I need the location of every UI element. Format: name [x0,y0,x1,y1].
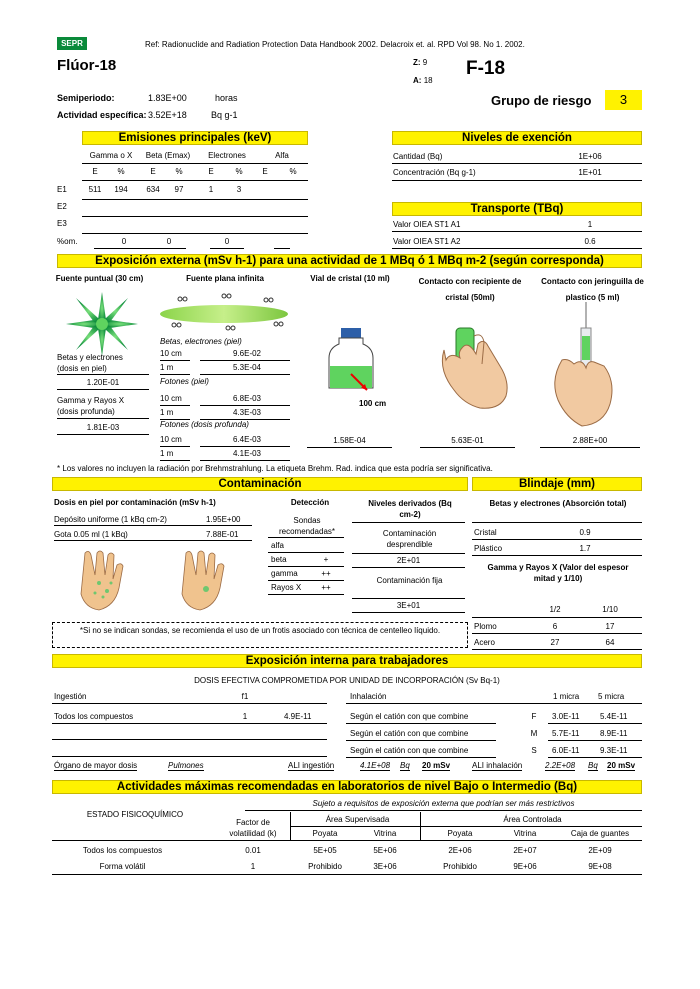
shield-gamma-label: Acero [474,638,495,647]
reference-text: Ref: Radionuclide and Radiation Protection Data Handbook 2002. Delacroix et. al. RPD Vol 98. No 1. 2002. [145,40,525,49]
labs-title: Actividades máximas recomendadas en laboratorios de nivel Bajo o Intermedio (Bq) [52,780,642,794]
beta-point-value: 1.20E-01 [86,378,120,387]
labs-row-value: Prohibido [308,862,342,871]
vial-icon [327,326,375,392]
transport-row-value: 1 [587,220,593,229]
half-life-label: Semiperiodo: [57,93,115,103]
exemption-row-label: Cantidad (Bq) [393,152,443,161]
emissions-subheader: E [208,167,214,176]
internal-title: Exposición interna para trabajadores [52,654,642,668]
probe-note: *Si no se indican sondas, se recomienda el uso de un frotis asociado con técnica de centelleo líquido. [79,626,441,635]
inhalation-1-micron: 3.0E-11 [552,712,580,721]
skin-row-value: 1.95E+00 [206,515,241,524]
external-col-syringe: Contacto con jeringuilla de plastico (5 ml) [541,277,644,302]
external-col-container: Contacto con recipiente de cristal (50ml) [418,277,522,302]
labs-state-label: ESTADO FISICOQUÍMICO [86,810,184,819]
emissions-row-label: E3 [57,219,67,228]
labs-row-value: 5E+05 [313,846,337,855]
labs-subject-note: Sujeto a requisitos de exposición externa que podrían ser más restrictivos [312,799,575,808]
emissions-total: 0 [224,237,230,246]
nuclide-name: Flúor-18 [57,57,117,74]
removable-label: Contaminación desprendible [382,529,437,549]
probe-rating: ++ [321,583,331,592]
emissions-subheader: E [92,167,98,176]
gamma-point-value: 1.81E-03 [86,423,120,432]
activity-unit: Bq g-1 [211,110,238,120]
emissions-title: Emisiones principales (keV) [82,131,308,145]
emissions-cell: 3 [236,185,242,194]
labs-row-value: 9E+08 [588,862,612,871]
ali-ingestion-value: 4.1E+08 [360,761,391,770]
emissions-cell: 1 [208,185,214,194]
plane-value: 6.8E-03 [232,394,262,403]
inhalation-type: M [530,729,538,738]
emissions-col-beta: Beta (Emax) [145,151,191,160]
external-footnote: * Los valores no incluyen la radiación por Brehmstrahlung. La etiqueta Brehm. Rad. indica que esta podría ser significativa. [57,464,493,473]
container-value: 5.63E-01 [451,436,484,445]
fixed-label: Contaminación fija [376,576,443,585]
point-source-icon [62,290,142,358]
emissions-cell: 97 [174,185,184,194]
emissions-subheader: % [235,167,243,176]
inhalation-row-label: Según el catión con que combine [350,746,469,755]
labs-column-header: Poyata [312,829,338,838]
organ-label: Órgano de mayor dosis [54,761,138,770]
probe-name: Rayos X [271,583,302,592]
risk-group-value: 3 [605,90,642,110]
inhalation-1-micron: 5.7E-11 [552,729,580,738]
transport-title: Transporte (TBq) [392,202,642,216]
sepr-logo: SEPR [57,37,87,50]
shield-beta-label: Plástico [474,544,503,553]
labs-row-label: Forma volátil [99,862,146,871]
syringe-hand-icon [548,300,618,428]
plane-value: 9.6E-02 [232,349,262,358]
emissions-row-label: E1 [57,185,67,194]
activity-value: 3.52E+18 [148,110,187,120]
ali-ingestion-dose: 20 mSv [422,761,451,770]
shield-beta-label: Cristal [474,528,497,537]
emissions-subheader: % [289,167,297,176]
probe-rating: + [323,555,329,564]
shielding-beta-title: Betas y electrones (Absorción total) [489,499,627,508]
half-life-value: 1.83E+00 [148,93,187,103]
exemption-row-value: 1E+06 [578,152,602,161]
labs-row-label: Todos los compuestos [82,846,163,855]
plane-distance: 1 m [160,408,174,417]
emissions-col-gamma: Gamma o X [89,151,133,160]
inhalation-row-label: Según el catión con que combine [350,712,469,721]
shield-gamma-v2: 64 [605,638,615,647]
inhalation-type: S [531,746,537,755]
plane-value: 6.4E-03 [232,435,262,444]
labs-column-header: Poyata [447,829,473,838]
exemption-row-value: 1E+01 [578,168,602,177]
z-label: Z: 9 [413,58,428,67]
contaminated-hand-icon [77,549,135,611]
labs-column-header: Vitrina [373,829,397,838]
plane-value: 4.3E-03 [232,408,262,417]
external-col-vial: Vial de cristal (10 ml) [310,274,390,283]
plane-distance: 10 cm [160,349,182,358]
skin-row-label: Gota 0.05 ml (1 kBq) [54,530,128,539]
emissions-row-label: E2 [57,202,67,211]
shield-col-half: 1/2 [549,605,561,614]
emissions-subheader: E [150,167,156,176]
labs-row-k: 1 [250,862,256,871]
emissions-cell: 194 [114,185,128,194]
labs-supervised-label: Área Supervisada [325,815,390,824]
plane-distance: 1 m [160,363,174,372]
probe-note-box [52,622,468,648]
ingestion-row-f1: 1 [242,712,248,721]
probes-label: Sondas recomendadas* [278,516,336,536]
plane-photon-deep-title: Fotones (dosis profunda) [160,420,249,429]
ali-inhalation-value: 2.2E+08 [545,761,576,770]
probe-name: beta [271,555,287,564]
labs-row-value: 9E+06 [513,862,537,871]
shield-gamma-v1: 27 [550,638,560,647]
container-hand-icon [434,300,514,410]
derived-levels-title: Niveles derivados (Bq cm-2) [368,499,452,519]
micron-5-label: 5 micra [598,692,625,701]
labs-column-header: Caja de guantes [570,829,630,838]
contamination-title: Contaminación [52,477,468,491]
transport-row-label: Valor OIEA ST1 A2 [393,237,461,246]
probe-name: alfa [271,541,284,550]
labs-row-value: 2E+07 [513,846,537,855]
gamma-rayx-label: Gamma y Rayos X (dosis profunda) [57,396,125,416]
emissions-total-label: %om. [57,237,78,246]
emissions-subheader: % [117,167,125,176]
nuclide-symbol: F-18 [466,58,506,79]
ingestion-label: Ingestión [54,692,87,701]
inhalation-label: Inhalación [350,692,387,701]
emissions-cell: 511 [88,185,102,194]
skin-row-label: Depósito uniforme (1 kBq cm-2) [54,515,167,524]
skin-dose-title: Dosis en piel por contaminación (mSv h-1) [54,498,216,507]
labs-row-k: 0.01 [245,846,261,855]
exemption-title: Niveles de exención [392,131,642,145]
labs-row-value: 3E+06 [373,862,397,871]
emissions-total: 0 [166,237,172,246]
emissions-subheader: E [262,167,268,176]
emissions-col-electrons: Electrones [208,151,246,160]
labs-controlled-label: Área Controlada [503,815,562,824]
removable-value: 2E+01 [396,556,421,565]
shielding-gamma-title: Gamma y Rayos X (Valor del espesor mitad y 1/10) [487,563,629,583]
inhalation-row-label: Según el catión con que combine [350,729,469,738]
plane-source-icon [158,292,290,334]
shielding-title: Blindaje (mm) [472,477,642,491]
labs-volatility-label: Factor de volatilidad (k) [229,818,277,838]
external-col-point: Fuente puntual (30 cm) [55,274,144,283]
ali-ingestion-label: ALI ingestión [288,761,335,770]
shield-col-tenth: 1/10 [602,605,618,614]
f1-label: f1 [241,692,249,701]
plane-photon-title: Fotones (piel) [160,377,209,386]
activity-label: Actividad específica: [57,110,147,120]
micron-1-label: 1 micra [553,692,580,701]
ingestion-row-value: 4.9E-11 [284,712,312,721]
labs-row-value: 2E+09 [588,846,612,855]
inhalation-type: F [531,712,537,721]
labs-row-value: Prohibido [443,862,477,871]
ali-inhalation-label: ALI inhalación [472,761,523,770]
shield-gamma-v2: 17 [605,622,615,631]
plane-distance: 10 cm [160,435,182,444]
shield-beta-value: 1.7 [579,544,591,553]
internal-subtitle: DOSIS EFECTIVA COMPROMETIDA POR UNIDAD DE INCORPORACIÓN (Sv Bq-1) [194,676,500,685]
probe-name: gamma [271,569,298,578]
emissions-total: 0 [121,237,127,246]
exemption-row-label: Concentración (Bq g-1) [393,168,476,177]
ali-inhalation-unit: Bq [588,761,598,770]
skin-row-value: 7.88E-01 [206,530,239,539]
vial-distance: 100 cm [359,399,387,408]
external-col-plane: Fuente plana infinita [186,274,264,283]
plane-value: 5.3E-04 [232,363,262,372]
droplet-hand-icon [178,549,236,611]
emissions-cell: 634 [146,185,160,194]
labs-row-value: 5E+06 [373,846,397,855]
labs-column-header: Vitrina [513,829,537,838]
shield-gamma-label: Plomo [474,622,497,631]
ali-ingestion-unit: Bq [400,761,410,770]
ali-inhalation-dose: 20 mSv [607,761,636,770]
shield-beta-value: 0.9 [579,528,591,537]
syringe-value: 2.88E+00 [572,436,608,445]
vial-value: 1.58E-04 [333,436,366,445]
detection-title: Detección [290,498,330,507]
ingestion-row-label: Todos los compuestos [54,712,134,721]
a-label: A: 18 [413,76,433,85]
half-life-unit: horas [215,93,238,103]
inhalation-5-micron: 5.4E-11 [600,712,628,721]
organ-value: Pulmones [168,761,204,770]
shield-gamma-v1: 6 [552,622,558,631]
inhalation-1-micron: 6.0E-11 [552,746,580,755]
fixed-value: 3E+01 [396,601,421,610]
probe-rating: ++ [321,569,331,578]
plane-beta-title: Betas, electrones (piel) [160,337,242,346]
plane-value: 4.1E-03 [232,449,262,458]
plane-distance: 10 cm [160,394,182,403]
plane-distance: 1 m [160,449,174,458]
external-title: Exposición externa (mSv h-1) para una actividad de 1 MBq ó 1 MBq m-2 (según corresponda) [57,254,642,268]
inhalation-5-micron: 9.3E-11 [600,746,628,755]
inhalation-5-micron: 8.9E-11 [600,729,628,738]
emissions-col-alpha: Alfa [275,151,289,160]
labs-row-value: 2E+06 [448,846,472,855]
transport-row-value: 0.6 [584,237,596,246]
transport-row-label: Valor OIEA ST1 A1 [393,220,461,229]
emissions-subheader: % [175,167,183,176]
risk-group-label: Grupo de riesgo [491,93,592,108]
beta-electrons-label: Betas y electrones (dosis en piel) [57,353,123,373]
